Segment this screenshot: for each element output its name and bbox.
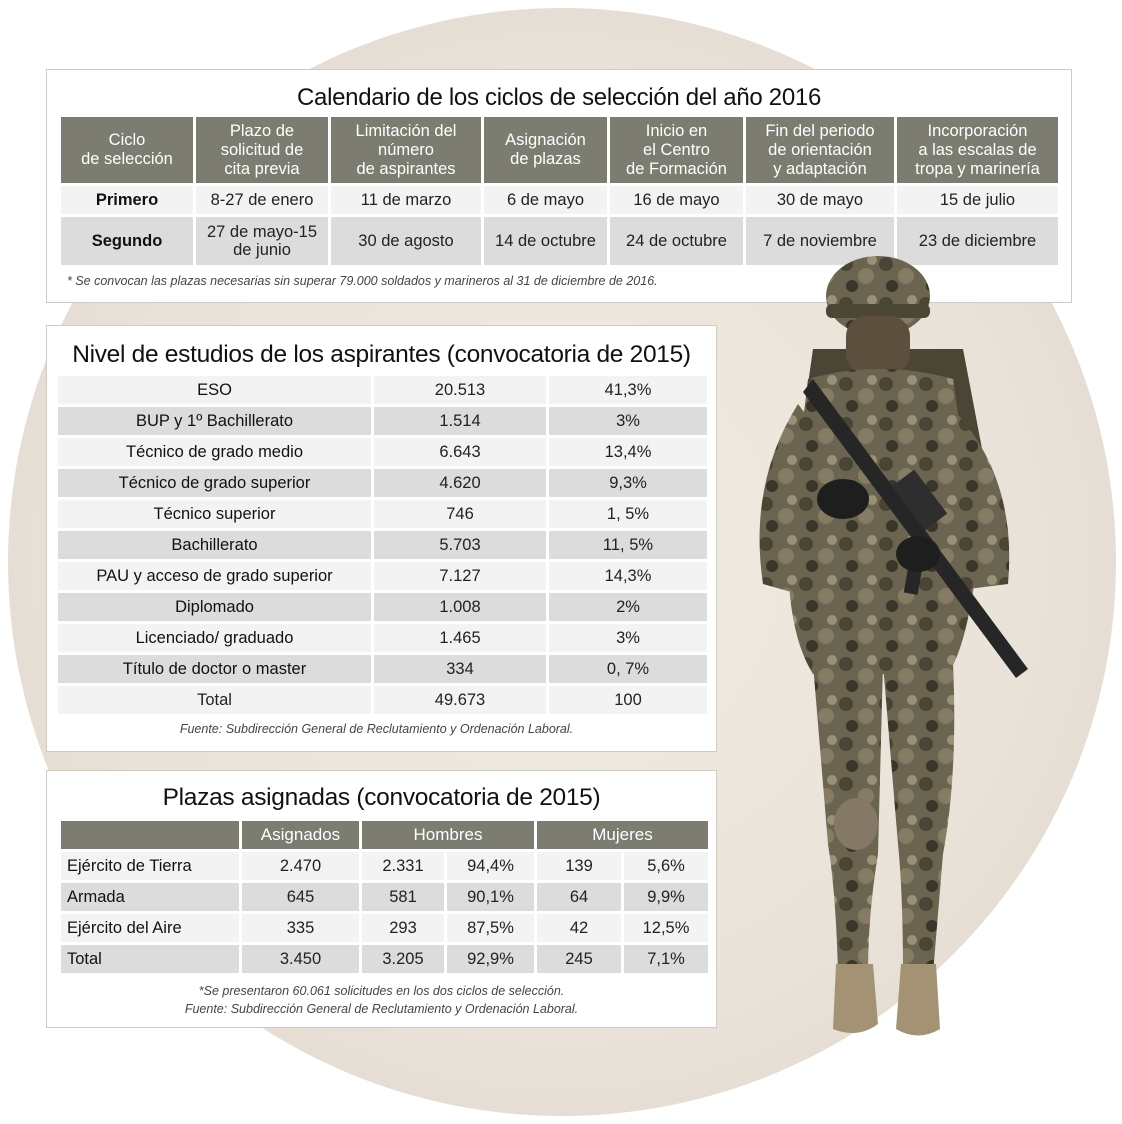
placements-label: Ejército de Tierra [61,852,239,880]
placements-header-row [61,821,708,849]
placements-cell: 3.450 [242,945,359,973]
placements-label: Ejército del Aire [61,914,239,942]
education-count: 5.703 [374,531,546,559]
placements-cell: 335 [242,914,359,942]
education-pct: 1, 5% [549,500,707,528]
education-count: 1.465 [374,624,546,652]
calendar-footnote: * Se convocan las plazas necesarias sin superar 79.000 soldados y marineros al 31 de diciembre de 2016. [67,274,658,288]
calendar-cell: 24 de octubre [610,217,743,265]
placements-cell: 2.331 [362,852,444,880]
calendar-cell: 15 de julio [897,186,1058,214]
education-panel [46,325,717,752]
calendar-header-incorporation: Incorporación a las escalas de tropa y marinería [897,117,1058,183]
placements-cell: 581 [362,883,444,911]
placements-cell: 42 [537,914,621,942]
placements-note: *Se presentaron 60.061 solicitudes en los dos ciclos de selección. [198,984,565,998]
education-pct: 9,3% [549,469,707,497]
calendar-cell: 6 de mayo [484,186,607,214]
education-count: 49.673 [374,686,546,714]
calendar-header-row [61,117,1058,183]
education-label: Técnico de grado superior [58,469,371,497]
calendar-row-label: Segundo [61,217,193,265]
placements-header-assigned: Asignados [242,821,359,849]
education-count: 20.513 [374,376,546,404]
placements-cell: 94,4% [447,852,534,880]
education-pct: 0, 7% [549,655,707,683]
education-label: BUP y 1º Bachillerato [58,407,371,435]
education-pct: 41,3% [549,376,707,404]
education-title: Nivel de estudios de los aspirantes (convocatoria de 2015) [72,341,691,368]
education-total-label: Total [58,686,371,714]
placements-cell: 293 [362,914,444,942]
education-pct: 2% [549,593,707,621]
placements-cell: 245 [537,945,621,973]
placements-cell: 645 [242,883,359,911]
calendar-header-limit: Limitación del número de aspirantes [331,117,481,183]
education-rows [58,376,707,714]
calendar-cell: 16 de mayo [610,186,743,214]
placements-cell: 9,9% [624,883,708,911]
table-row [58,624,707,652]
education-label: Licenciado/ graduado [58,624,371,652]
education-table [55,373,710,717]
placements-header-blank [61,821,239,849]
education-count: 6.643 [374,438,546,466]
education-label: PAU y acceso de grado superior [58,562,371,590]
placements-cell: 5,6% [624,852,708,880]
education-pct: 100 [549,686,707,714]
education-pct: 13,4% [549,438,707,466]
calendar-cell: 14 de octubre [484,217,607,265]
calendar-cell: 30 de mayo [746,186,894,214]
placements-table [58,818,711,976]
education-pct: 3% [549,407,707,435]
table-row [61,852,708,880]
calendar-header-assignment: Asignación de plazas [484,117,607,183]
calendar-header-deadline: Plazo de solicitud de cita previa [196,117,328,183]
education-count: 334 [374,655,546,683]
education-count: 4.620 [374,469,546,497]
table-row [58,376,707,404]
education-pct: 3% [549,624,707,652]
calendar-header-end: Fin del periodo de orientación y adaptación [746,117,894,183]
education-label: ESO [58,376,371,404]
education-label: Bachillerato [58,531,371,559]
placements-header-men: Hombres [362,821,534,849]
placements-cell: 7,1% [624,945,708,973]
placements-cell: 2.470 [242,852,359,880]
education-pct: 14,3% [549,562,707,590]
table-row [58,438,707,466]
calendar-cell: 8-27 de enero [196,186,328,214]
table-row [58,500,707,528]
education-count: 1.514 [374,407,546,435]
placements-cell: 87,5% [447,914,534,942]
calendar-cell: 7 de noviembre [746,217,894,265]
table-row [58,593,707,621]
calendar-cell: 23 de diciembre [897,217,1058,265]
calendar-header-start: Inicio en el Centro de Formación [610,117,743,183]
placements-total-label: Total [61,945,239,973]
calendar-row-label: Primero [61,186,193,214]
education-count: 7.127 [374,562,546,590]
education-pct: 11, 5% [549,531,707,559]
calendar-cell: 27 de mayo-15 de junio [196,217,328,265]
placements-cell: 64 [537,883,621,911]
table-row [61,945,708,973]
placements-cell: 12,5% [624,914,708,942]
table-row [58,469,707,497]
table-row [58,686,707,714]
calendar-cell: 30 de agosto [331,217,481,265]
placements-cell: 139 [537,852,621,880]
calendar-title: Calendario de los ciclos de selección del año 2016 [296,84,822,111]
education-label: Técnico superior [58,500,371,528]
education-label: Técnico de grado medio [58,438,371,466]
table-row [58,531,707,559]
calendar-table [58,114,1061,268]
table-row [61,914,708,942]
education-count: 746 [374,500,546,528]
placements-panel [46,770,717,1028]
education-source: Fuente: Subdirección General de Reclutamiento y Ordenación Laboral. [179,722,574,736]
table-row [58,407,707,435]
table-row [61,883,708,911]
table-row [58,562,707,590]
placements-title: Plazas asignadas (convocatoria de 2015) [162,784,601,811]
calendar-header-cycle: Ciclo de selección [61,117,193,183]
placements-cell: 3.205 [362,945,444,973]
education-label: Título de doctor o master [58,655,371,683]
placements-cell: 92,9% [447,945,534,973]
placements-source: Fuente: Subdirección General de Reclutamiento y Ordenación Laboral. [184,1002,579,1016]
placements-cell: 90,1% [447,883,534,911]
table-row [58,655,707,683]
soldier-icon [718,254,1048,1044]
calendar-cell: 11 de marzo [331,186,481,214]
placements-label: Armada [61,883,239,911]
education-count: 1.008 [374,593,546,621]
table-row [61,186,1058,214]
education-label: Diplomado [58,593,371,621]
placements-header-women: Mujeres [537,821,708,849]
